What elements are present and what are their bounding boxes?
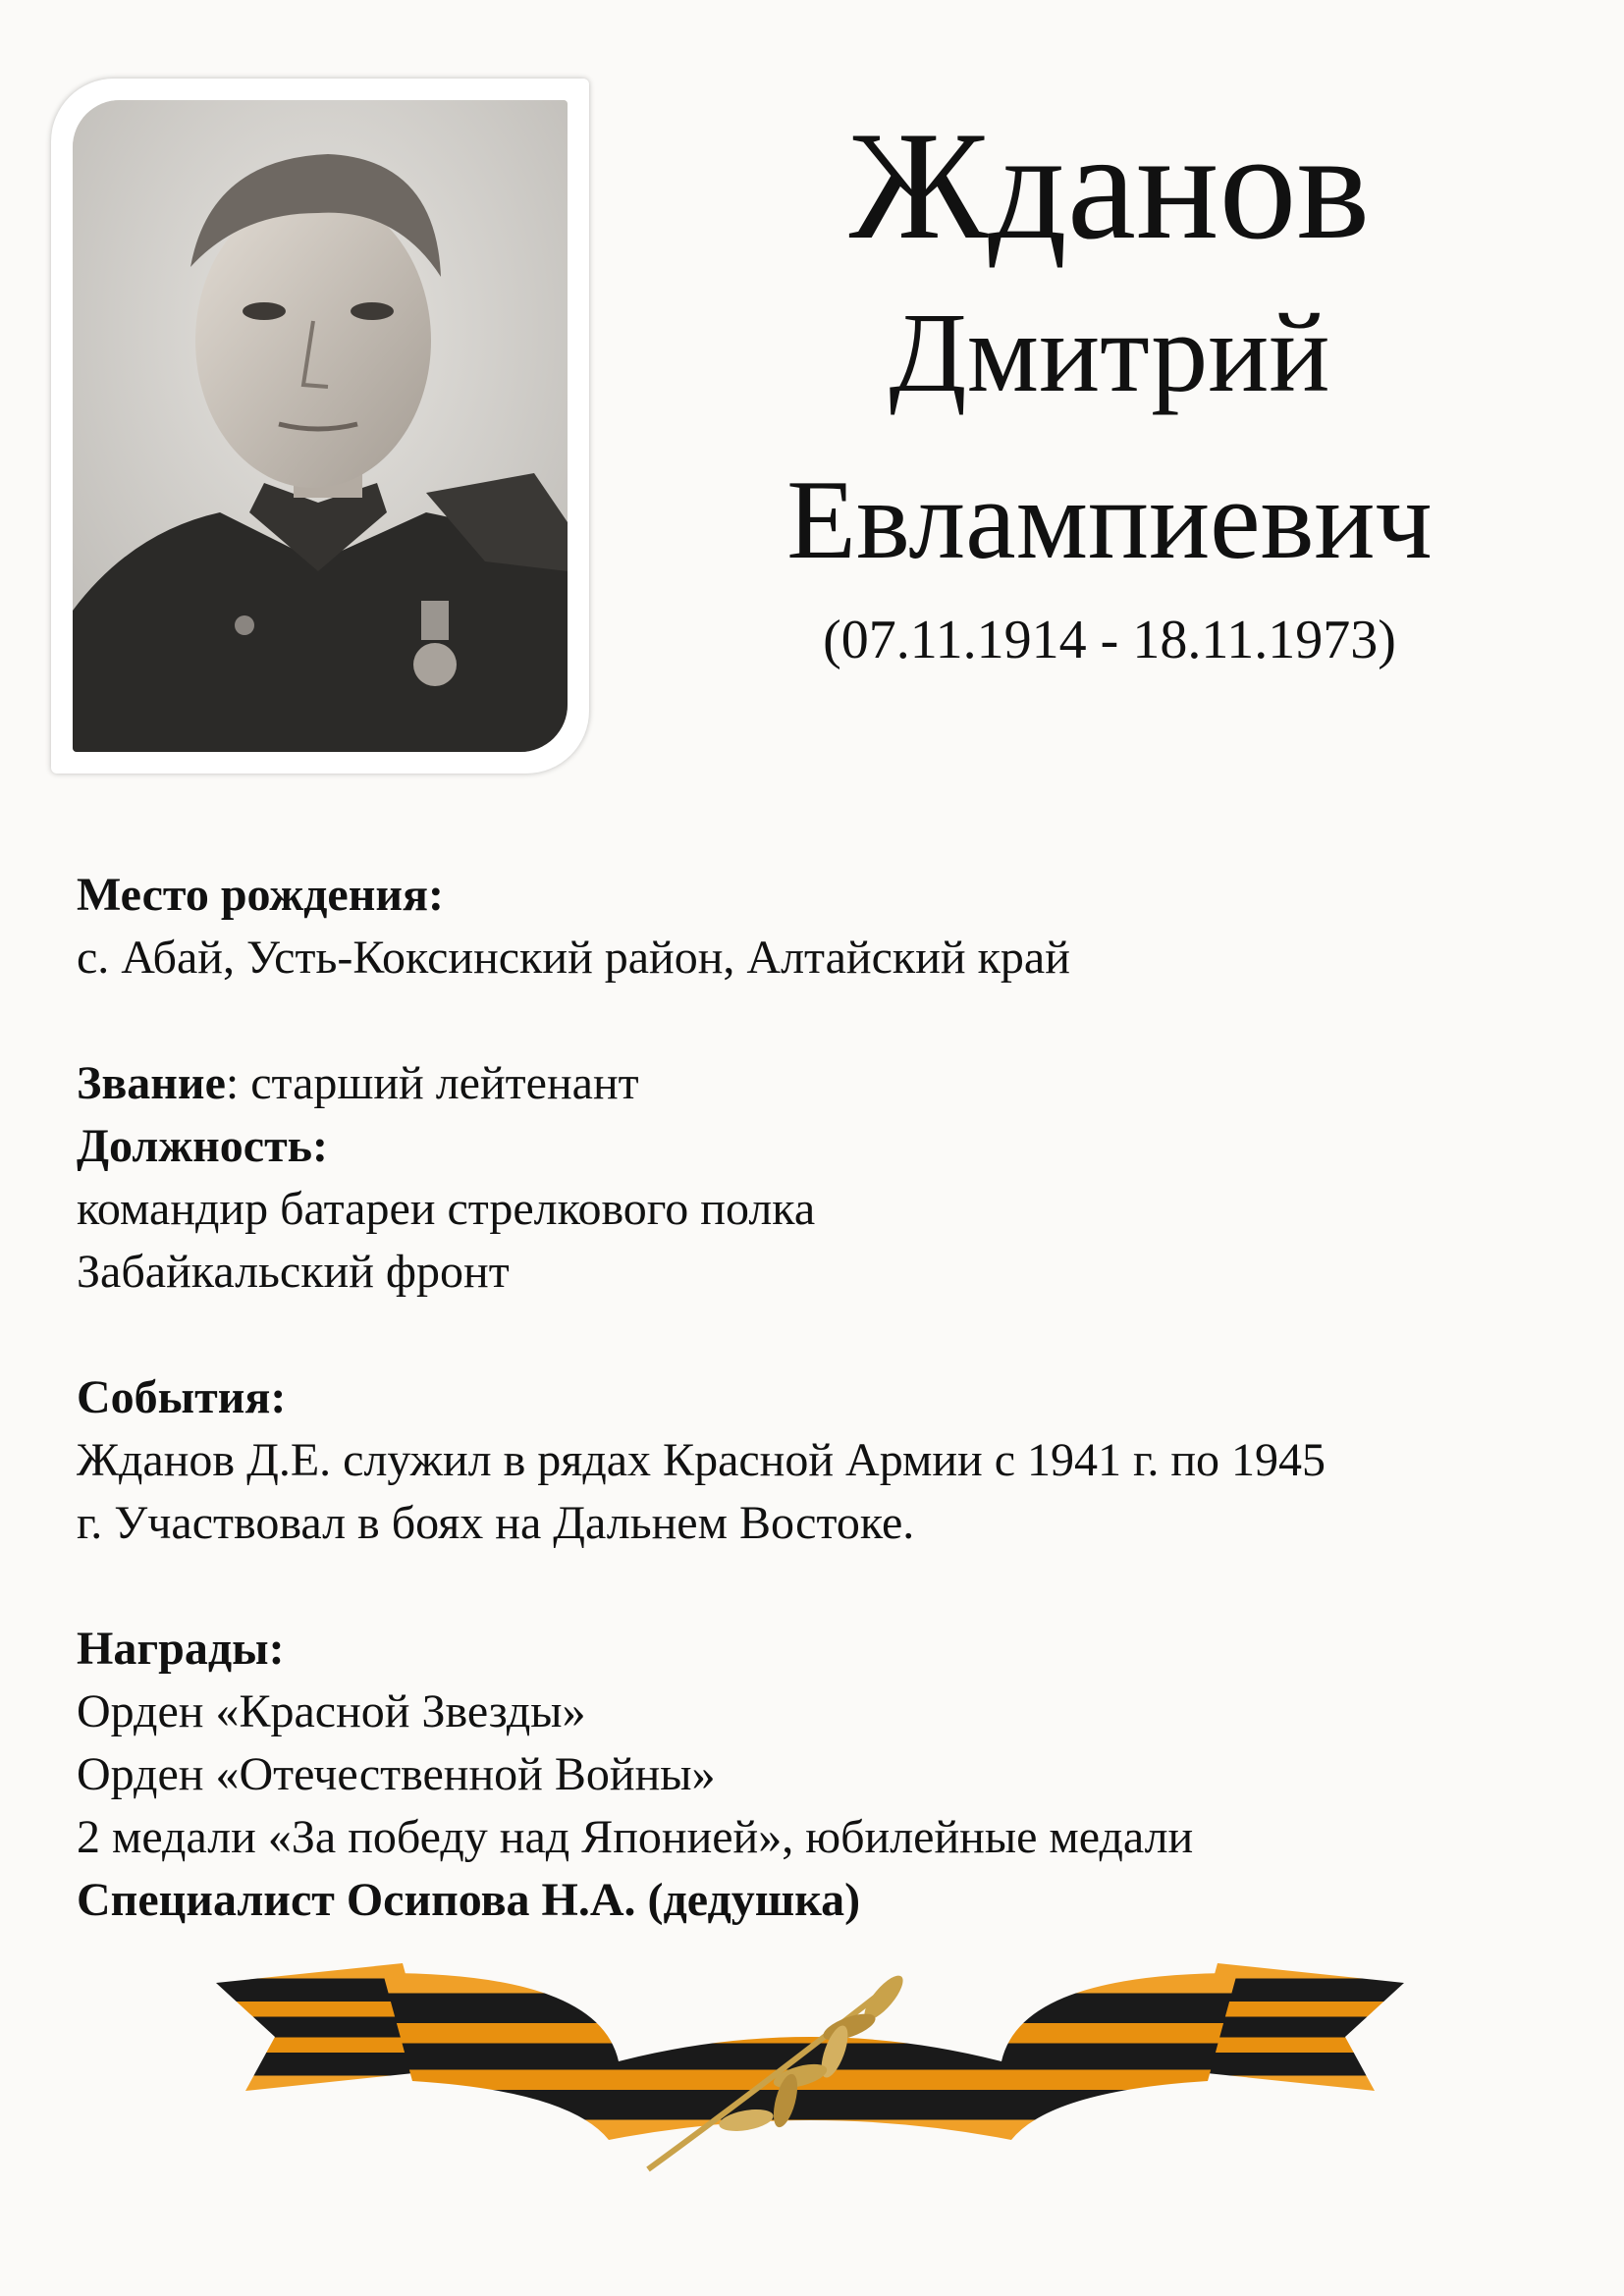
rank-value: старший лейтенант bbox=[250, 1057, 639, 1109]
birthplace-label: Место рождения: bbox=[77, 869, 444, 921]
life-dates: (07.11.1914 - 18.11.1973) bbox=[823, 610, 1396, 670]
st-george-ribbon bbox=[206, 1944, 1414, 2179]
rank-line bbox=[77, 1052, 1589, 1115]
spacer bbox=[77, 1304, 1589, 1366]
name-block bbox=[628, 100, 1591, 674]
position-line: командир батареи стрелкового полка bbox=[77, 1183, 816, 1235]
award-item: Орден «Красной Звезды» bbox=[77, 1685, 586, 1737]
events-line: Жданов Д.Е. служил в рядах Красной Армии с 1941 г. по 1945 bbox=[77, 1434, 1326, 1486]
events-label: События: bbox=[77, 1371, 287, 1423]
portrait-frame bbox=[51, 79, 589, 774]
info-section bbox=[77, 864, 1589, 1932]
award-item: Орден «Отечественной Войны» bbox=[77, 1748, 716, 1800]
portrait-photo bbox=[73, 100, 568, 752]
surname: Жданов bbox=[848, 100, 1371, 272]
spacer bbox=[77, 989, 1589, 1052]
award-item: 2 медали «За победу над Японией», юбилейные медали bbox=[77, 1811, 1194, 1863]
patronymic: Евлампиевич bbox=[786, 457, 1433, 583]
first-name: Дмитрий bbox=[889, 291, 1330, 416]
position-line: Забайкальский фронт bbox=[77, 1246, 510, 1298]
rank-label: Звание bbox=[77, 1057, 226, 1109]
awards-label: Награды: bbox=[77, 1623, 285, 1675]
rank-separator: : bbox=[225, 1057, 251, 1109]
birthplace-value: с. Абай, Усть-Коксинский район, Алтайский край bbox=[77, 932, 1070, 984]
events-line: г. Участвовал в боях на Дальнем Востоке. bbox=[77, 1497, 915, 1549]
spacer bbox=[77, 1555, 1589, 1618]
author-line: Специалист Осипова Н.А. (дедушка) bbox=[77, 1874, 861, 1926]
position-label: Должность: bbox=[77, 1120, 329, 1172]
